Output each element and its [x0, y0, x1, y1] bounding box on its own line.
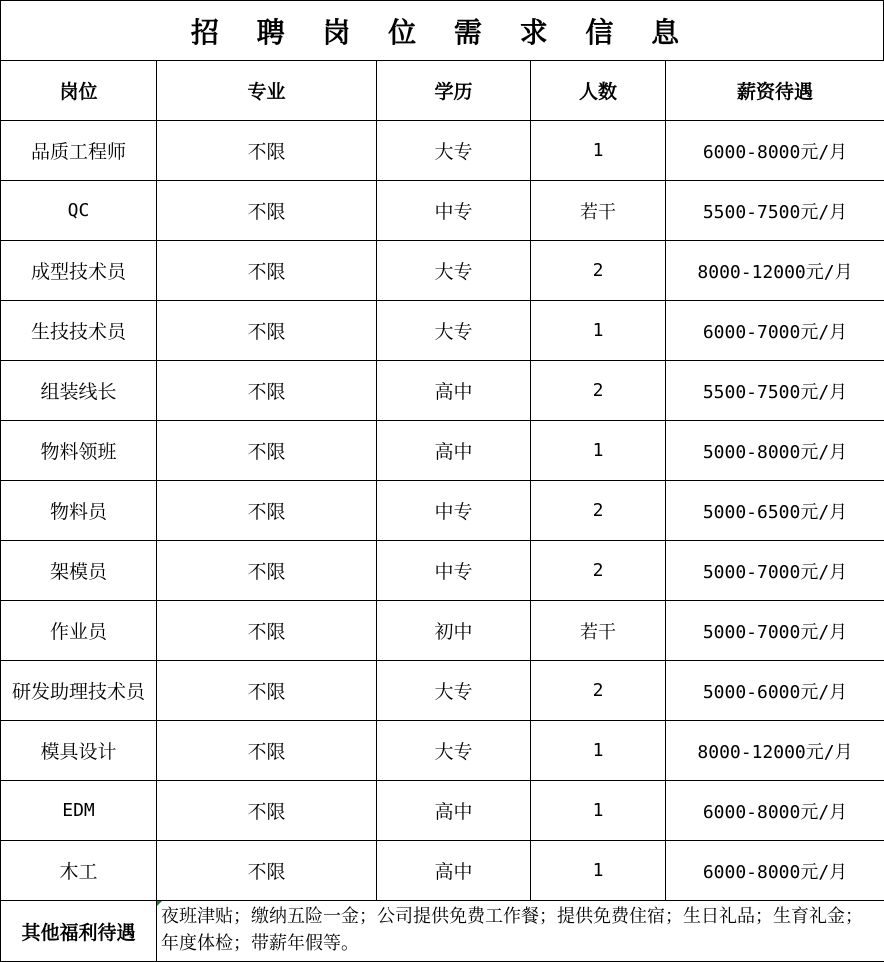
- cell-education: 大专: [377, 721, 531, 781]
- cell-position: 模具设计: [1, 721, 157, 781]
- cell-major: 不限: [157, 601, 377, 661]
- cell-position: 研发助理技术员: [1, 661, 157, 721]
- jobs-table: [0, 60, 884, 962]
- cell-salary: 8000-12000元/月: [666, 721, 884, 781]
- cell-count: 1: [531, 781, 666, 841]
- table-row: [1, 181, 884, 241]
- cell-major: 不限: [157, 481, 377, 541]
- cell-major: 不限: [157, 781, 377, 841]
- header-count: 人数: [531, 61, 666, 121]
- cell-count: 1: [531, 721, 666, 781]
- table-row: [1, 781, 884, 841]
- cell-education: 大专: [377, 121, 531, 181]
- table-row: [1, 481, 884, 541]
- header-row: [1, 61, 884, 121]
- table-row: [1, 841, 884, 901]
- cell-major: 不限: [157, 541, 377, 601]
- table-row: [1, 121, 884, 181]
- benefits-row: [1, 901, 884, 962]
- cell-major: 不限: [157, 181, 377, 241]
- cell-major: 不限: [157, 661, 377, 721]
- header-salary: 薪资待遇: [666, 61, 884, 121]
- cell-education: 中专: [377, 481, 531, 541]
- cell-major: 不限: [157, 301, 377, 361]
- cell-salary: 5000-6000元/月: [666, 661, 884, 721]
- benefits-label: 其他福利待遇: [1, 901, 157, 962]
- cell-count: 1: [531, 841, 666, 901]
- cell-major: 不限: [157, 361, 377, 421]
- cell-salary: 6000-8000元/月: [666, 781, 884, 841]
- table-row: [1, 661, 884, 721]
- cell-education: 大专: [377, 661, 531, 721]
- cell-education: 初中: [377, 601, 531, 661]
- cell-education: 高中: [377, 841, 531, 901]
- cell-salary: 5500-7500元/月: [666, 181, 884, 241]
- cell-count: 2: [531, 361, 666, 421]
- table-row: [1, 541, 884, 601]
- cell-salary: 5000-7000元/月: [666, 601, 884, 661]
- header-position: 岗位: [1, 61, 157, 121]
- cell-count: 2: [531, 241, 666, 301]
- cell-salary: 5000-8000元/月: [666, 421, 884, 481]
- cell-salary: 5500-7500元/月: [666, 361, 884, 421]
- cell-position: 成型技术员: [1, 241, 157, 301]
- table-row: [1, 421, 884, 481]
- cell-major: 不限: [157, 841, 377, 901]
- table-row: [1, 721, 884, 781]
- cell-count: 若干: [531, 181, 666, 241]
- cell-comment-marker: [157, 901, 162, 906]
- cell-major: 不限: [157, 121, 377, 181]
- cell-position: EDM: [1, 781, 157, 841]
- cell-position: 架模员: [1, 541, 157, 601]
- cell-count: 1: [531, 121, 666, 181]
- cell-position: 物料领班: [1, 421, 157, 481]
- cell-position: QC: [1, 181, 157, 241]
- cell-salary: 6000-7000元/月: [666, 301, 884, 361]
- cell-position: 木工: [1, 841, 157, 901]
- cell-salary: 5000-6500元/月: [666, 481, 884, 541]
- benefits-text: 夜班津贴；缴纳五险一金；公司提供免费工作餐；提供免费住宿；生日礼品；生育礼金；年度体检；带薪年假等。: [161, 906, 863, 954]
- cell-count: 2: [531, 481, 666, 541]
- benefits-cell: [157, 901, 884, 962]
- cell-education: 高中: [377, 421, 531, 481]
- cell-education: 大专: [377, 301, 531, 361]
- table-row: [1, 361, 884, 421]
- cell-position: 生技技术员: [1, 301, 157, 361]
- table-row: [1, 301, 884, 361]
- cell-salary: 8000-12000元/月: [666, 241, 884, 301]
- cell-major: 不限: [157, 241, 377, 301]
- cell-position: 品质工程师: [1, 121, 157, 181]
- header-education: 学历: [377, 61, 531, 121]
- cell-count: 1: [531, 301, 666, 361]
- cell-salary: 6000-8000元/月: [666, 841, 884, 901]
- cell-position: 作业员: [1, 601, 157, 661]
- table-row: [1, 241, 884, 301]
- cell-position: 物料员: [1, 481, 157, 541]
- job-rows: [1, 121, 884, 901]
- cell-major: 不限: [157, 721, 377, 781]
- table-row: [1, 601, 884, 661]
- sheet-title: 招 聘 岗 位 需 求 信 息: [0, 0, 884, 61]
- cell-major: 不限: [157, 421, 377, 481]
- cell-education: 中专: [377, 541, 531, 601]
- cell-education: 中专: [377, 181, 531, 241]
- cell-count: 2: [531, 661, 666, 721]
- cell-position: 组装线长: [1, 361, 157, 421]
- cell-salary: 5000-7000元/月: [666, 541, 884, 601]
- cell-count: 2: [531, 541, 666, 601]
- cell-count: 若干: [531, 601, 666, 661]
- cell-education: 高中: [377, 361, 531, 421]
- cell-salary: 6000-8000元/月: [666, 121, 884, 181]
- cell-count: 1: [531, 421, 666, 481]
- cell-education: 高中: [377, 781, 531, 841]
- header-major: 专业: [157, 61, 377, 121]
- cell-education: 大专: [377, 241, 531, 301]
